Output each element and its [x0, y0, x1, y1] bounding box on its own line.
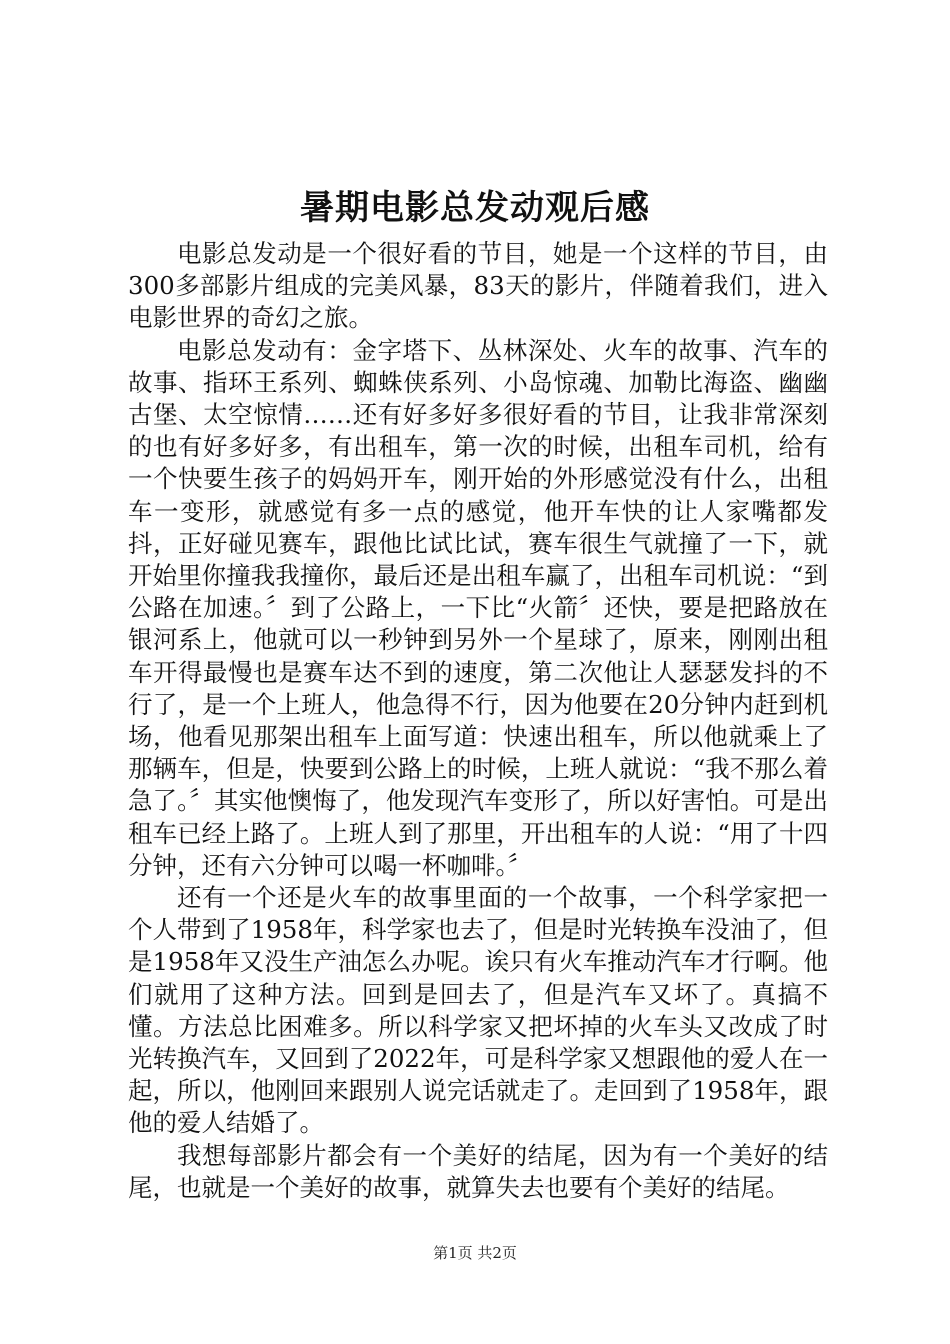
paragraph-3: 还有一个还是火车的故事里面的一个故事，一个科学家把一个人带到了1958年，科学家也去了，但是时光转换车没油了，但是1958年又没生产油怎么办呢。诶只有火车推动汽车才行啊。他们就用了这种方法。回到是回去了，但是汽车又坏了。真搞不懂。方法总比困难多。所以科学家又把坏掉的火车头又改成了时光转换汽车，又回到了2022年，可是科学家又想跟他的爱人在一起，所以，他刚回来跟别人说完话就走了。走回到了1958年，跟他的爱人结婚了。 [128, 883, 828, 1138]
paragraph-2: 电影总发动有：金字塔下、丛林深处、火车的故事、汽车的故事、指环王系列、蜘蛛侠系列、小岛惊魂、加勒比海盗、幽幽古堡、太空惊情……还有好多好多很好看的节目，让我非常深刻的也有好多好多，有出租车，第一次的时候，出租车司机，给有一个快要生孩子的妈妈开车，刚开始的外形感觉没有什么，出租车一变形，就感觉有多一点的感觉，他开车快的让人家嘴都发抖，正好碰见赛车，跟他比试比试，赛车很生气就撞了一下，就开始里你撞我我撞你，最后还是出租车赢了，出租车司机说：“到公路在加速。〞到了公路上，一下比“火箭〞还快，要是把路放在银河系上，他就可以一秒钟到另外一个星球了，原来，刚刚出租车开得最慢也是赛车达不到的速度，第二次他让人瑟瑟发抖的不行了，是一个上班人，他急得不行，因为他要在20分钟内赶到机场，他看见那架出租车上面写道：快速出租车，所以他就乘上了那辆车，但是，快要到公路上的时候，上班人就说：“我不那么着急了。〞其实他懊悔了，他发现汽车变形了，所以好害怕。可是出租车已经上路了。上班人到了那里，开出租车的人说：“用了十四分钟，还有六分钟可以喝一杯咖啡。〞 [128, 335, 828, 880]
document-body [128, 238, 828, 1204]
paragraph-1: 电影总发动是一个很好看的节目，她是一个这样的节目，由300多部影片组成的完美风暴，83天的影片，伴随着我们，进入电影世界的奇幻之旅。 [128, 239, 828, 333]
page-title: 暑期电影总发动观后感 [300, 188, 650, 228]
paragraph-4: 我想每部影片都会有一个美好的结尾，因为有一个美好的结尾，也就是一个美好的故事，就算失去也要有个美好的结尾。 [128, 1140, 828, 1202]
page-footer: 第1页 共2页 [433, 1244, 517, 1262]
